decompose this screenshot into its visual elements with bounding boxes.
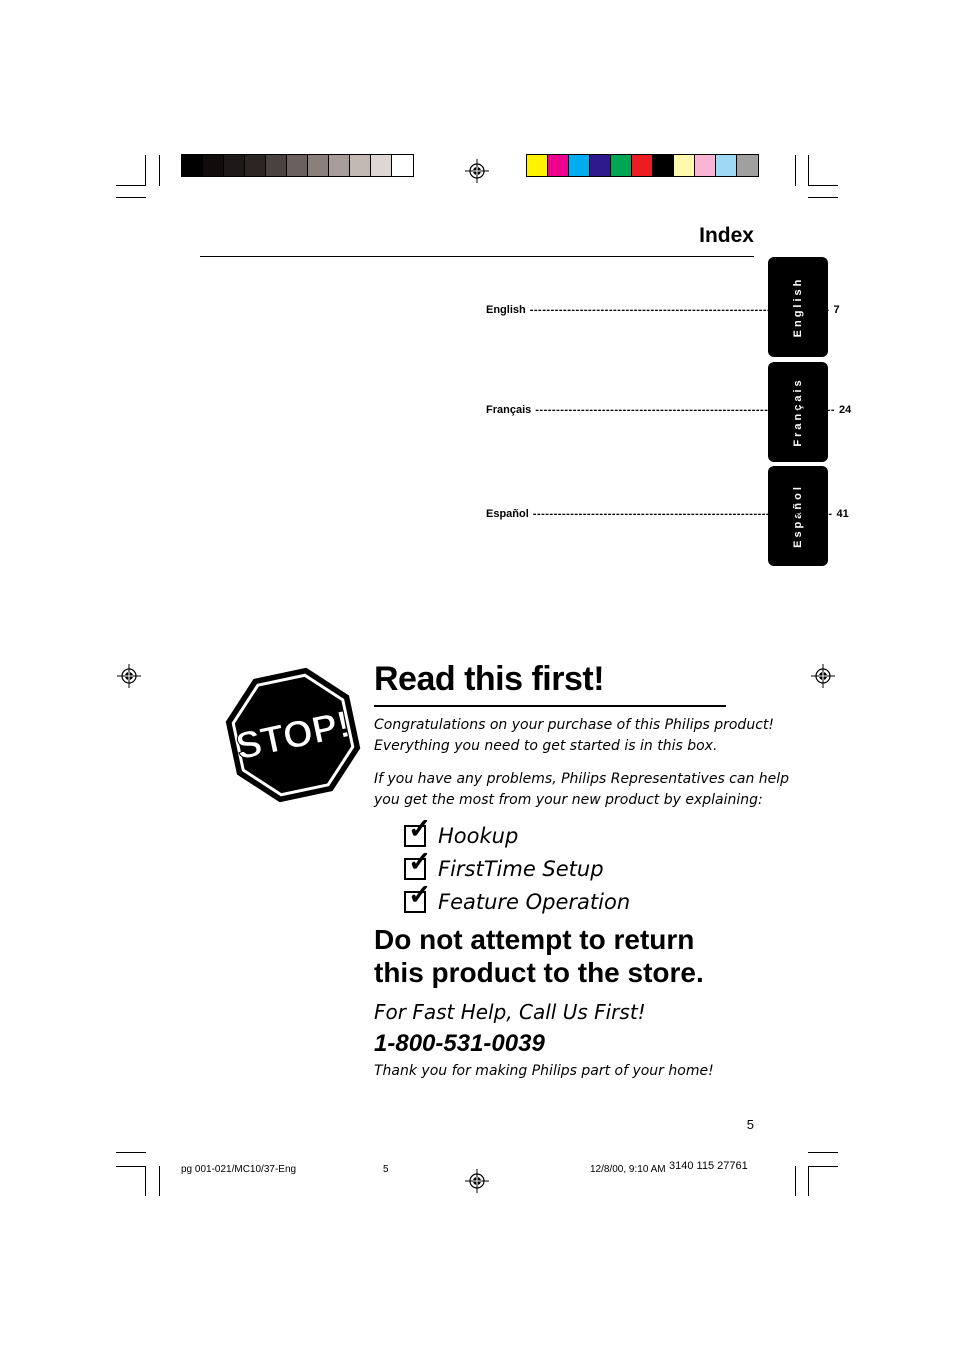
color-swatch (674, 155, 695, 176)
page-title: Index (699, 224, 754, 247)
crop-mark (808, 1166, 838, 1167)
checklist-label: Feature Operation (438, 890, 631, 914)
toc-label: Français (486, 404, 532, 416)
color-swatch (308, 155, 329, 176)
footer-page: 5 (383, 1164, 389, 1175)
color-swatch (287, 155, 308, 176)
crop-mark (145, 1166, 146, 1196)
toc-leader: ------------------------------------------------------------------------ (535, 404, 835, 416)
toc-leader: ------------------------------------------------------------------------ (529, 304, 830, 316)
crop-mark (795, 155, 796, 186)
warning-line-2: this product to the store. (374, 957, 704, 988)
registration-mark-icon (811, 664, 835, 688)
registration-mark-icon (465, 159, 489, 183)
phone-number: 1-800-531-0039 (374, 1030, 545, 1057)
crop-mark (116, 1166, 146, 1167)
checkbox-icon: ✓ (404, 858, 426, 880)
process-color-bar (526, 154, 759, 177)
crop-mark (159, 1166, 160, 1196)
stop-sign-text: STOP! (232, 703, 355, 769)
color-swatch (224, 155, 245, 176)
checklist-label: FirstTime Setup (438, 857, 604, 881)
tab-label: Français (792, 377, 804, 447)
color-swatch (611, 155, 632, 176)
crop-mark (808, 185, 838, 186)
toc-leader: ------------------------------------------------------------------------ (532, 508, 833, 520)
toc-label: English (486, 304, 526, 316)
crop-mark (116, 185, 146, 186)
problems-line-1: If you have any problems, Philips Representatives can help (374, 771, 790, 787)
header-rule (200, 256, 754, 257)
color-swatch (203, 155, 224, 176)
color-swatch (548, 155, 569, 176)
read-first-heading: Read this first! (374, 660, 605, 698)
checkbox-icon: ✓ (404, 891, 426, 913)
crop-mark (808, 1152, 838, 1153)
color-swatch (392, 155, 413, 176)
toc-page: 7 (833, 304, 840, 316)
crop-mark (808, 1166, 809, 1196)
crop-mark (808, 155, 809, 186)
call-line: For Fast Help, Call Us First! (374, 1000, 646, 1024)
crop-mark (795, 1166, 796, 1196)
toc-page: 41 (836, 508, 849, 520)
crop-mark (145, 155, 146, 186)
problems-line-2: you get the most from your new product by explaining: (374, 792, 763, 808)
footer-code: 3140 115 27761 (669, 1160, 748, 1172)
page-number: 5 (746, 1117, 754, 1132)
toc-entry-english[interactable] (486, 304, 840, 316)
crop-mark (116, 197, 146, 198)
registration-mark-icon (117, 664, 141, 688)
heading-rule (374, 705, 726, 707)
congrats-line-1: Congratulations on your purchase of this Philips product! (374, 717, 774, 733)
color-swatch (182, 155, 203, 176)
color-swatch (590, 155, 611, 176)
color-swatch (653, 155, 674, 176)
color-swatch (527, 155, 548, 176)
congrats-line-2: Everything you need to get started is in this box. (374, 738, 718, 754)
toc-label: Español (486, 508, 529, 520)
crop-mark (159, 155, 160, 186)
color-swatch (569, 155, 590, 176)
checklist-item (404, 846, 604, 881)
color-swatch (371, 155, 392, 176)
color-swatch (632, 155, 653, 176)
toc-entry-francais[interactable] (486, 404, 852, 416)
color-swatch (737, 155, 758, 176)
checklist-item (404, 813, 519, 848)
checklist-label: Hookup (438, 824, 519, 848)
toc-page: 24 (839, 404, 852, 416)
color-swatch (245, 155, 266, 176)
color-swatch (695, 155, 716, 176)
warning-line-1: Do not attempt to return (374, 924, 695, 955)
checkbox-icon: ✓ (404, 825, 426, 847)
crop-mark (116, 1152, 146, 1153)
footer-timestamp: 12/8/00, 9:10 AM (590, 1164, 666, 1175)
stop-sign-icon (222, 664, 364, 806)
color-swatch (266, 155, 287, 176)
grayscale-color-bar (181, 154, 414, 177)
registration-mark-icon (465, 1169, 489, 1193)
toc-entry-espanol[interactable] (486, 508, 849, 520)
color-swatch (329, 155, 350, 176)
footer-file: pg 001-021/MC10/37-Eng (181, 1164, 297, 1175)
thanks-line: Thank you for making Philips part of your home! (374, 1063, 714, 1079)
checklist-item (404, 879, 631, 914)
color-swatch (350, 155, 371, 176)
tab-label: Español (792, 484, 804, 548)
crop-mark (808, 197, 838, 198)
color-swatch (716, 155, 737, 176)
tab-label: English (792, 276, 804, 338)
